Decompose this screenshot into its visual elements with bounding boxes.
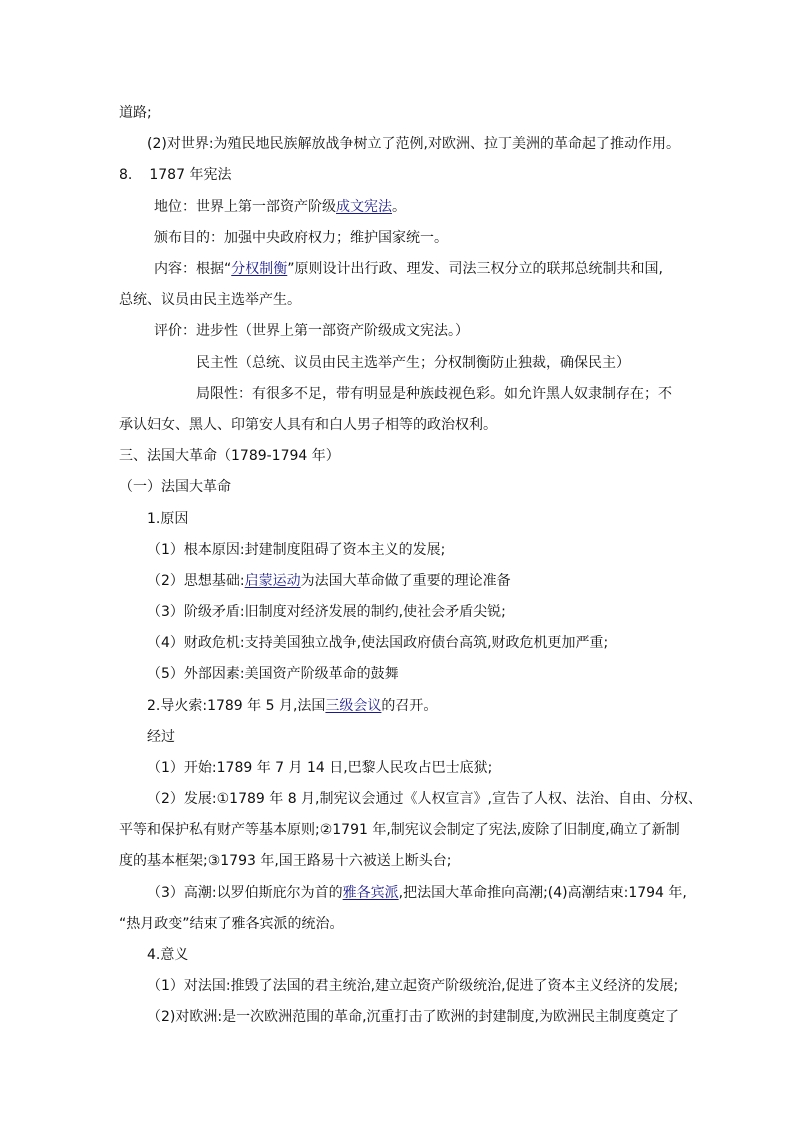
text-line — [154, 198, 406, 216]
item-heading: 经过 — [147, 729, 175, 745]
text-line: 道路; — [119, 105, 152, 121]
link-jacobins[interactable]: 雅各宾派 — [342, 885, 399, 901]
text-line: 平等和保护私有财产等基本原则;②1791 年,制宪议会制定了宪法,废除了旧制度,确立了新制 — [119, 822, 680, 838]
text-line: （5）外部因素:美国资产阶级革命的鼓舞 — [147, 666, 399, 682]
text-line: （3）阶级矛盾:旧制度对经济发展的制约,使社会矛盾尖锐; — [147, 604, 506, 620]
text-fragment: （2）思想基础: — [147, 573, 245, 589]
text-fragment: 为法国大革命做了重要的理论准备 — [300, 573, 511, 589]
text-line — [147, 572, 511, 590]
text-line: （1）对法国:推毁了法国的君主统治,建立起资产阶级统治,促进了资本主义经济的发展; — [147, 978, 679, 994]
text-line — [154, 260, 663, 278]
text-fragment: ,把法国大革命推向高潮;(4)高潮结束:1794 年, — [398, 885, 687, 901]
section-title: 1787 年宪法 — [149, 167, 232, 183]
text-line: “热月政变”结束了雅各宾派的统治。 — [119, 916, 344, 932]
item-heading: 1.原因 — [147, 511, 189, 527]
text-line: 评价：进步性（世界上第一部资产阶级成文宪法。） — [154, 323, 469, 339]
text-line: 总统、议员由民主选举产生。 — [119, 292, 301, 308]
section-heading — [119, 166, 231, 184]
text-fragment: 的召开。 — [381, 698, 438, 714]
text-fragment: 地位：世界上第一部资产阶级 — [154, 199, 336, 215]
text-fragment: 2.导火索:1789 年 5 月,法国 — [147, 698, 326, 714]
link-estates-general[interactable]: 三级会议 — [325, 698, 382, 714]
text-line: （4）财政危机:支持美国独立战争,使法国政府债台高筑,财政危机更加严重; — [147, 635, 609, 651]
subsection-heading: （一）法国大革命 — [119, 479, 231, 495]
link-enlightenment[interactable]: 启蒙运动 — [244, 573, 301, 589]
text-line: 承认妇女、黑人、印第安人具有和白人男子相等的政治权利。 — [119, 417, 497, 433]
text-line: 度的基本框架;③1793 年,国王路易十六被送上断头台; — [119, 853, 452, 869]
list-number: 8. — [119, 167, 133, 183]
text-line: （1）根本原因:封建制度阻碍了资本主义的发展; — [147, 542, 446, 558]
text-fragment: ”原则设计出行政、理发、司法三权分立的联邦总统制共和国, — [287, 261, 663, 277]
text-line: 民主性（总统、议员由民主选举产生；分权制衡防止独裁，确保民主） — [196, 355, 630, 371]
chapter-heading: 三、法国大革命（1789-1794 年） — [119, 448, 340, 464]
text-line: （2)对欧洲:是一次欧洲范围的革命,沉重打击了欧洲的封建制度,为欧洲民主制度奠定了 — [147, 1009, 679, 1025]
text-line: 颁布目的：加强中央政府权力；维护国家统一。 — [154, 230, 448, 246]
text-fragment: 内容：根据“ — [154, 261, 232, 277]
text-line: （2）发展:①1789 年 8 月,制宪议会通过《人权宣言》,宣告了人权、法治、自由、分权、 — [147, 791, 702, 807]
text-line: (2)对世界:为殖民地民族解放战争树立了范例,对欧洲、拉丁美洲的革命起了推动作用。 — [147, 136, 680, 152]
text-line: （1）开始:1789 年 7 月 14 日,巴黎人民攻占巴士底狱; — [147, 760, 493, 776]
text-line: 局限性：有很多不足，带有明显是种族歧视色彩。如允许黑人奴隶制存在；不 — [196, 386, 672, 402]
link-constitution[interactable]: 成文宪法 — [336, 199, 392, 215]
text-line — [147, 697, 437, 715]
text-line — [147, 884, 687, 902]
link-checks-balances[interactable]: 分权制衡 — [231, 261, 288, 277]
item-heading: 4.意义 — [147, 947, 189, 963]
text-fragment: （3）高潮:以罗伯斯庇尔为首的 — [147, 885, 343, 901]
text-fragment: 。 — [392, 199, 406, 215]
